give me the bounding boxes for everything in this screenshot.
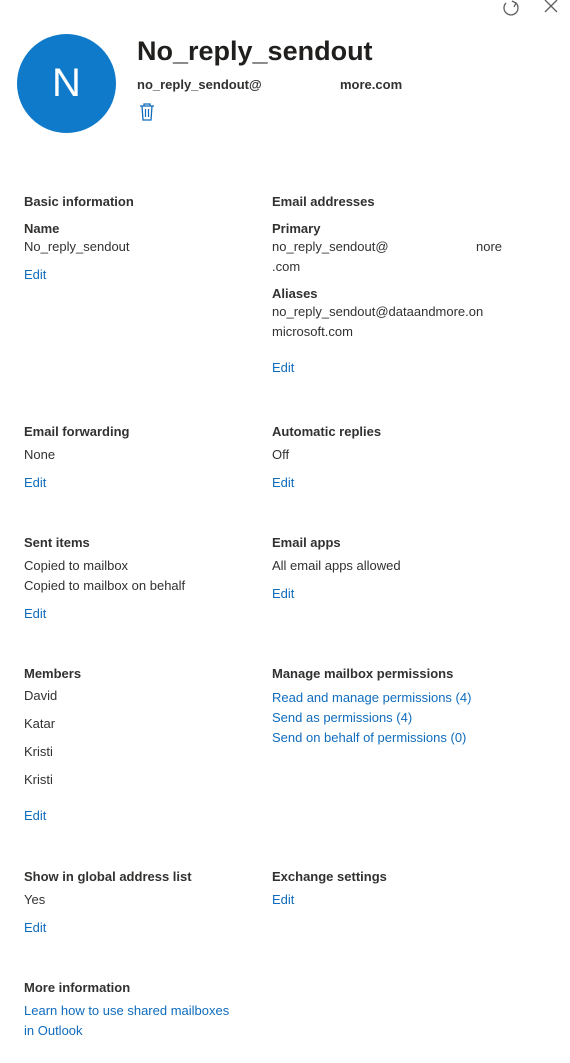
page-title: No_reply_sendout xyxy=(137,36,373,66)
section-title: Basic information xyxy=(24,194,134,209)
section-title: Members xyxy=(24,666,82,681)
close-button[interactable] xyxy=(543,0,563,16)
member-item: David xyxy=(24,688,58,703)
email-forwarding-section xyxy=(24,424,129,493)
sent-items-line1: Copied to mailbox xyxy=(24,558,129,573)
primary-email-end: nore xyxy=(476,239,503,254)
section-title: Email forwarding xyxy=(24,424,130,439)
global-address-list-section xyxy=(24,869,192,938)
send-on-behalf-permissions-link[interactable]: Send on behalf of permissions (0) xyxy=(272,730,467,745)
edit-exchange-settings-link[interactable]: Edit xyxy=(272,892,295,907)
edit-global-address-list-link[interactable]: Edit xyxy=(24,920,47,935)
name-value: No_reply_sendout xyxy=(24,239,130,254)
member-item: Kristi xyxy=(24,772,53,787)
exchange-settings-section xyxy=(272,869,387,910)
mailbox-permissions-section xyxy=(272,666,471,748)
refresh-icon xyxy=(502,0,520,16)
alias-email-line2: microsoft.com xyxy=(272,324,353,339)
edit-members-link[interactable]: Edit xyxy=(24,808,47,823)
shared-mailbox-help-link-cont[interactable]: in Outlook xyxy=(24,1023,83,1038)
more-information-section xyxy=(24,980,229,1041)
global-address-list-value: Yes xyxy=(24,892,46,907)
section-title: Show in global address list xyxy=(24,869,192,884)
trash-icon xyxy=(139,103,155,121)
read-manage-permissions-link[interactable]: Read and manage permissions (4) xyxy=(272,690,472,705)
section-title: Email addresses xyxy=(272,194,375,209)
edit-email-forwarding-link[interactable]: Edit xyxy=(24,475,47,490)
email-apps-value: All email apps allowed xyxy=(272,558,401,573)
delete-button[interactable] xyxy=(139,103,155,121)
primary-email-start: no_reply_sendout@ xyxy=(272,239,389,254)
alias-email-line1: no_reply_sendout@dataandmore.on xyxy=(272,304,484,319)
header-email-start: no_reply_sendout@ xyxy=(137,77,262,92)
automatic-replies-section xyxy=(272,424,381,493)
avatar: N xyxy=(17,34,116,133)
section-title: Sent items xyxy=(24,535,90,550)
refresh-button[interactable] xyxy=(502,0,522,16)
section-title: Automatic replies xyxy=(272,424,382,439)
edit-email-apps-link[interactable]: Edit xyxy=(272,586,295,601)
edit-basic-info-link[interactable]: Edit xyxy=(24,267,47,282)
automatic-replies-value: Off xyxy=(272,447,290,462)
close-icon xyxy=(543,0,559,14)
section-title: Email apps xyxy=(272,535,341,550)
name-label: Name xyxy=(24,221,60,236)
sent-items-section xyxy=(24,535,185,624)
edit-automatic-replies-link[interactable]: Edit xyxy=(272,475,295,490)
email-forwarding-value: None xyxy=(24,447,56,462)
member-item: Kristi xyxy=(24,744,53,759)
member-item: Katar xyxy=(24,716,56,731)
edit-sent-items-link[interactable]: Edit xyxy=(24,606,47,621)
aliases-label: Aliases xyxy=(272,286,318,301)
members-section xyxy=(24,666,81,826)
primary-email-domain: .com xyxy=(272,259,301,274)
primary-label: Primary xyxy=(272,221,321,236)
section-title: More information xyxy=(24,980,131,995)
edit-email-addresses-link[interactable]: Edit xyxy=(272,360,295,375)
section-title: Exchange settings xyxy=(272,869,387,884)
sent-items-line2: Copied to mailbox on behalf xyxy=(24,578,186,593)
primary-email xyxy=(272,237,512,257)
email-addresses-section xyxy=(272,194,512,378)
header-email-end: more.com xyxy=(340,77,403,92)
shared-mailbox-help-link[interactable]: Learn how to use shared mailboxes xyxy=(24,1003,230,1018)
basic-information-section xyxy=(24,194,134,285)
send-as-permissions-link[interactable]: Send as permissions (4) xyxy=(272,710,413,725)
section-title: Manage mailbox permissions xyxy=(272,666,454,681)
email-apps-section xyxy=(272,535,401,604)
